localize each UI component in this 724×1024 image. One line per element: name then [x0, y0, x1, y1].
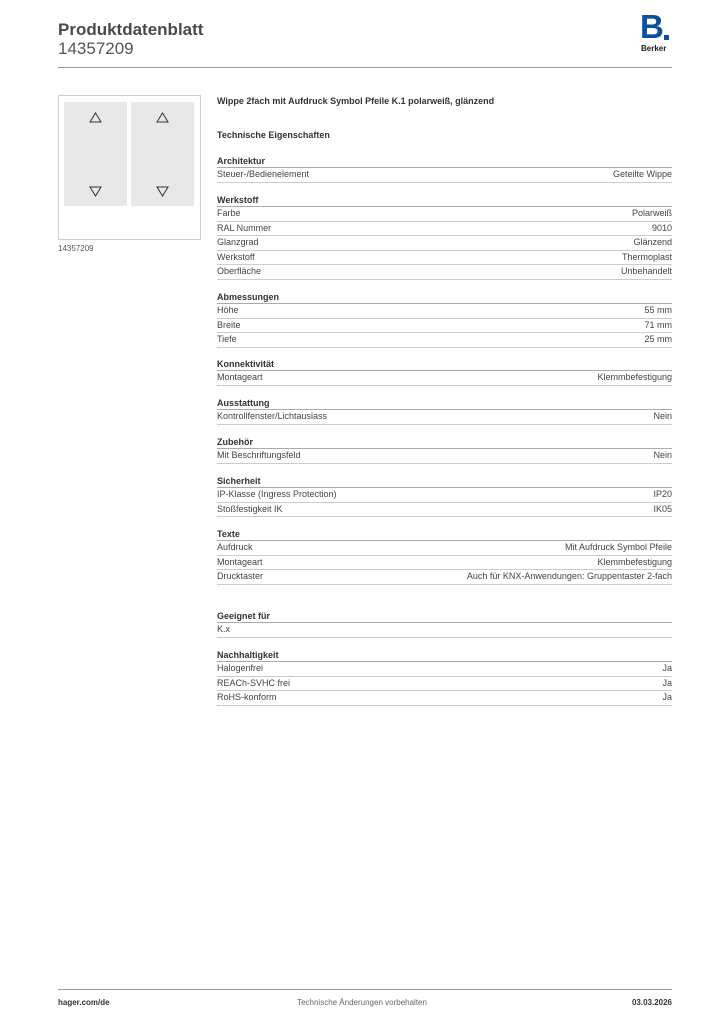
row-label: Mit Beschriftungsfeld [217, 450, 301, 460]
row-label: K.x [217, 624, 231, 634]
section-title: Geeignet für [217, 610, 672, 623]
rocker-right [131, 102, 194, 206]
table-row [217, 623, 672, 638]
row-label: RAL Nummer [217, 222, 272, 233]
logo-letter: B [640, 8, 664, 45]
row-value: IK05 [653, 503, 672, 514]
row-label: Werkstoff [217, 251, 255, 262]
row-value: 9010 [651, 222, 672, 233]
arrow-down-icon [89, 186, 102, 197]
table-row [217, 304, 672, 319]
row-value: Geteilte Wippe [612, 169, 672, 179]
section-title: Texte [217, 528, 672, 541]
table-row [217, 541, 672, 556]
row-label: Breite [217, 319, 241, 330]
table-row [217, 449, 672, 464]
row-label: Glanzgrad [217, 237, 259, 247]
product-title: Wippe 2fach mit Aufdruck Symbol Pfeile K.1 polarweiß, glänzend [217, 96, 495, 106]
row-label: Tiefe [217, 334, 237, 344]
row-label: Drucktaster [217, 571, 264, 581]
row-value: 55 mm [644, 305, 672, 315]
table-row [217, 168, 672, 183]
arrow-down-icon [156, 186, 169, 197]
section-title: Sicherheit [217, 475, 672, 488]
row-label: Halogenfrei [217, 663, 264, 673]
tech-properties-heading: Technische Eigenschaften [217, 130, 330, 140]
article-number: 14357209 [58, 39, 134, 58]
section-konnektivitaet [217, 358, 672, 386]
section-title: Werkstoff [217, 194, 672, 207]
table-row [217, 207, 672, 222]
row-label: Stoßfestigkeit IK [217, 503, 283, 514]
section-title: Abmessungen [217, 291, 672, 304]
header-divider [58, 67, 672, 68]
table-row [217, 556, 672, 571]
section-title: Nachhaltigkeit [217, 649, 672, 662]
row-label: IP-Klasse (Ingress Protection) [217, 489, 337, 499]
row-value: Nein [653, 450, 672, 460]
table-row [217, 319, 672, 334]
table-row [217, 265, 672, 280]
row-label: Oberfläche [217, 266, 262, 276]
row-value: IP20 [653, 489, 672, 499]
row-label: RoHS-konform [217, 692, 277, 702]
row-label: Montageart [217, 556, 263, 567]
row-value: Ja [662, 663, 672, 673]
table-row [217, 236, 672, 251]
section-title: Architektur [217, 155, 672, 168]
section-sicherheit [217, 475, 672, 517]
table-row [217, 503, 672, 518]
product-image [58, 95, 201, 240]
table-row [217, 570, 672, 585]
row-value: Thermoplast [621, 251, 672, 262]
row-value: Auch für KNX-Anwendungen: Gruppentaster 2-fach [466, 571, 672, 581]
row-label: Steuer-/Bedienelement [217, 169, 310, 179]
logo-dot [664, 35, 669, 40]
logo-name: Berker [641, 44, 667, 53]
section-geeignet-fuer [217, 610, 672, 638]
table-row [217, 691, 672, 706]
rocker-left [64, 102, 127, 206]
section-werkstoff [217, 194, 672, 280]
table-row [217, 222, 672, 237]
row-label: Montageart [217, 372, 263, 382]
row-label: Aufdruck [217, 542, 253, 552]
berker-logo [640, 8, 674, 54]
row-label: REACh-SVHC frei [217, 677, 291, 688]
row-label: Farbe [217, 208, 241, 218]
section-ausstattung [217, 397, 672, 425]
section-architektur [217, 155, 672, 183]
row-value: Ja [662, 677, 672, 688]
table-row [217, 677, 672, 692]
document-title: Produktdatenblatt [58, 20, 204, 39]
footer-divider [58, 989, 672, 990]
arrow-up-icon [156, 112, 169, 123]
arrow-up-icon [89, 112, 102, 123]
row-value: Glänzend [633, 237, 672, 247]
row-value: Klemmbefestigung [597, 372, 672, 382]
row-value: 71 mm [644, 319, 672, 330]
section-texte [217, 528, 672, 585]
footer-website-link[interactable]: hager.com/de [58, 998, 110, 1007]
image-caption: 14357209 [58, 244, 94, 253]
table-row [217, 488, 672, 503]
table-row [217, 410, 672, 425]
row-value: Ja [662, 692, 672, 702]
footer-date: 03.03.2026 [631, 998, 672, 1007]
table-row [217, 333, 672, 348]
table-row [217, 662, 672, 677]
row-label: Höhe [217, 305, 239, 315]
section-abmessungen [217, 291, 672, 348]
table-row [217, 371, 672, 386]
table-row [217, 251, 672, 266]
row-label: Kontrollfenster/Lichtauslass [217, 411, 328, 421]
footer-disclaimer: Technische Änderungen vorbehalten [297, 998, 427, 1007]
section-nachhaltigkeit [217, 649, 672, 706]
row-value: Unbehandelt [620, 266, 672, 276]
row-value: Mit Aufdruck Symbol Pfeile [564, 542, 672, 552]
row-value: 25 mm [644, 334, 672, 344]
section-title: Konnektivität [217, 358, 672, 371]
row-value: Nein [653, 411, 672, 421]
row-value: Polarweiß [631, 208, 672, 218]
section-title: Ausstattung [217, 397, 672, 410]
section-zubehoer [217, 436, 672, 464]
row-value: Klemmbefestigung [597, 556, 672, 567]
section-title: Zubehör [217, 436, 672, 449]
